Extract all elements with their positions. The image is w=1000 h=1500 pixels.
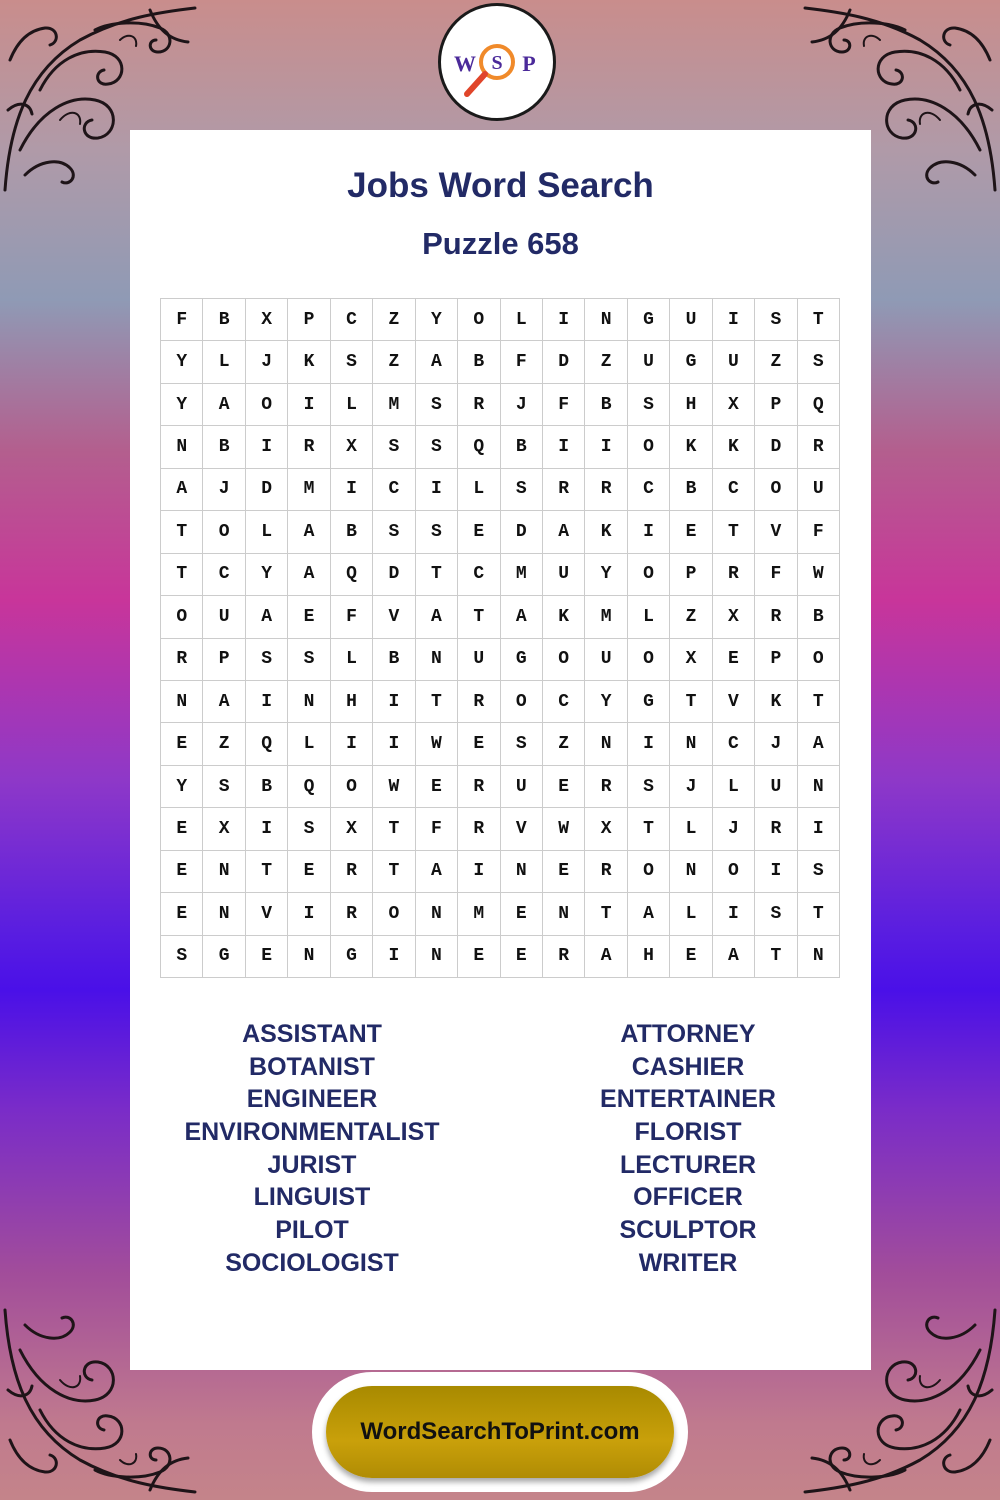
- grid-cell: E: [458, 723, 500, 765]
- grid-cell: I: [543, 299, 585, 341]
- grid-cell: T: [246, 851, 288, 893]
- grid-cell: L: [203, 341, 245, 383]
- grid-cell: Y: [161, 766, 203, 808]
- grid-cell: U: [798, 469, 840, 511]
- grid-cell: O: [373, 893, 415, 935]
- grid-cell: P: [755, 639, 797, 681]
- grid-cell: C: [458, 554, 500, 596]
- grid-cell: J: [713, 808, 755, 850]
- grid-cell: I: [755, 851, 797, 893]
- grid-cell: G: [670, 341, 712, 383]
- grid-cell: E: [543, 766, 585, 808]
- word-item: ENTERTAINER: [600, 1085, 776, 1114]
- grid-cell: O: [246, 384, 288, 426]
- grid-cell: O: [755, 469, 797, 511]
- grid-cell: E: [501, 893, 543, 935]
- grid-cell: Y: [416, 299, 458, 341]
- site-link[interactable]: WordSearchToPrint.com: [326, 1386, 674, 1478]
- word-item: FLORIST: [634, 1118, 742, 1147]
- grid-cell: R: [161, 639, 203, 681]
- grid-cell: C: [203, 554, 245, 596]
- grid-cell: S: [798, 341, 840, 383]
- grid-cell: E: [458, 936, 500, 978]
- puzzle-number: Puzzle 658: [422, 226, 579, 261]
- wsp-logo: [438, 3, 556, 121]
- grid-cell: R: [458, 808, 500, 850]
- grid-cell: R: [458, 681, 500, 723]
- grid-cell: S: [373, 426, 415, 468]
- grid-cell: S: [755, 893, 797, 935]
- grid-cell: J: [755, 723, 797, 765]
- grid-cell: U: [755, 766, 797, 808]
- grid-cell: R: [331, 893, 373, 935]
- grid-cell: E: [161, 851, 203, 893]
- grid-cell: A: [288, 554, 330, 596]
- word-item: CASHIER: [631, 1052, 745, 1081]
- grid-cell: P: [755, 384, 797, 426]
- grid-cell: E: [543, 851, 585, 893]
- word-item: ASSISTANT: [242, 1020, 382, 1048]
- word-item: ENVIRONMENTALIST: [184, 1118, 440, 1147]
- grid-cell: T: [628, 808, 670, 850]
- grid-cell: U: [203, 596, 245, 638]
- grid-cell: S: [416, 426, 458, 468]
- grid-cell: N: [416, 639, 458, 681]
- grid-cell: F: [755, 554, 797, 596]
- grid-cell: F: [161, 299, 203, 341]
- grid-cell: B: [458, 341, 500, 383]
- grid-cell: A: [713, 936, 755, 978]
- grid-cell: Z: [373, 341, 415, 383]
- grid-cell: V: [501, 808, 543, 850]
- grid-cell: T: [755, 936, 797, 978]
- grid-cell: R: [585, 851, 627, 893]
- grid-cell: N: [288, 936, 330, 978]
- grid-cell: I: [373, 681, 415, 723]
- grid-cell: P: [203, 639, 245, 681]
- grid-cell: T: [161, 511, 203, 553]
- word-item: JURIST: [267, 1150, 357, 1179]
- word-item: ATTORNEY: [620, 1020, 756, 1048]
- grid-cell: T: [798, 681, 840, 723]
- grid-cell: V: [246, 893, 288, 935]
- grid-cell: M: [501, 554, 543, 596]
- grid-cell: N: [416, 936, 458, 978]
- grid-cell: I: [288, 893, 330, 935]
- grid-cell: G: [501, 639, 543, 681]
- grid-cell: M: [373, 384, 415, 426]
- page-title: Jobs Word Search: [347, 166, 654, 205]
- grid-cell: L: [713, 766, 755, 808]
- grid-cell: T: [798, 299, 840, 341]
- grid-cell: Z: [755, 341, 797, 383]
- grid-cell: L: [331, 639, 373, 681]
- grid-cell: S: [628, 766, 670, 808]
- grid-cell: R: [458, 384, 500, 426]
- grid-cell: X: [203, 808, 245, 850]
- grid-cell: R: [585, 469, 627, 511]
- logo-letter-w: W: [454, 51, 476, 76]
- grid-cell: C: [543, 681, 585, 723]
- grid-cell: R: [713, 554, 755, 596]
- grid-cell: B: [585, 384, 627, 426]
- grid-cell: S: [416, 511, 458, 553]
- magnifier-handle-icon: [467, 74, 485, 94]
- grid-cell: X: [670, 639, 712, 681]
- grid-cell: I: [713, 299, 755, 341]
- grid-cell: I: [246, 681, 288, 723]
- grid-cell: U: [585, 639, 627, 681]
- grid-cell: X: [585, 808, 627, 850]
- grid-cell: Q: [288, 766, 330, 808]
- grid-cell: I: [628, 723, 670, 765]
- grid-cell: E: [161, 723, 203, 765]
- grid-cell: E: [161, 808, 203, 850]
- grid-cell: W: [373, 766, 415, 808]
- grid-cell: K: [713, 426, 755, 468]
- grid-cell: X: [246, 299, 288, 341]
- grid-cell: J: [501, 384, 543, 426]
- grid-cell: N: [798, 766, 840, 808]
- grid-cell: R: [288, 426, 330, 468]
- grid-cell: V: [713, 681, 755, 723]
- grid-cell: K: [670, 426, 712, 468]
- grid-cell: I: [628, 511, 670, 553]
- word-item: PILOT: [275, 1216, 349, 1245]
- grid-cell: N: [670, 851, 712, 893]
- grid-cell: R: [798, 426, 840, 468]
- grid-cell: O: [628, 639, 670, 681]
- grid-cell: Q: [331, 554, 373, 596]
- grid-cell: Q: [798, 384, 840, 426]
- grid-cell: N: [543, 893, 585, 935]
- grid-cell: I: [246, 808, 288, 850]
- grid-cell: I: [373, 936, 415, 978]
- grid-cell: B: [246, 766, 288, 808]
- grid-cell: A: [203, 681, 245, 723]
- grid-cell: T: [416, 681, 458, 723]
- puzzle-card: [130, 130, 871, 1370]
- grid-cell: Y: [161, 384, 203, 426]
- word-item: SOCIOLOGIST: [225, 1248, 399, 1277]
- grid-cell: F: [416, 808, 458, 850]
- grid-cell: S: [501, 469, 543, 511]
- word-item: BOTANIST: [249, 1052, 375, 1081]
- word-list-left: [132, 1018, 492, 1280]
- grid-cell: D: [543, 341, 585, 383]
- grid-cell: D: [501, 511, 543, 553]
- grid-cell: U: [670, 299, 712, 341]
- grid-cell: Q: [458, 426, 500, 468]
- grid-cell: G: [203, 936, 245, 978]
- grid-cell: F: [331, 596, 373, 638]
- grid-cell: B: [501, 426, 543, 468]
- grid-cell: T: [416, 554, 458, 596]
- grid-cell: K: [288, 341, 330, 383]
- grid-cell: A: [416, 596, 458, 638]
- grid-cell: S: [246, 639, 288, 681]
- grid-cell: A: [288, 511, 330, 553]
- grid-cell: N: [585, 299, 627, 341]
- grid-cell: U: [458, 639, 500, 681]
- grid-cell: Z: [373, 299, 415, 341]
- grid-cell: E: [501, 936, 543, 978]
- grid-cell: C: [628, 469, 670, 511]
- grid-cell: T: [373, 851, 415, 893]
- grid-cell: N: [585, 723, 627, 765]
- grid-cell: R: [543, 469, 585, 511]
- grid-cell: O: [713, 851, 755, 893]
- grid-cell: C: [713, 723, 755, 765]
- grid-cell: B: [203, 299, 245, 341]
- grid-cell: O: [628, 554, 670, 596]
- grid-cell: C: [331, 299, 373, 341]
- grid-cell: O: [458, 299, 500, 341]
- grid-cell: A: [416, 851, 458, 893]
- word-item: WRITER: [638, 1248, 738, 1277]
- grid-cell: S: [798, 851, 840, 893]
- word-list-right: [508, 1018, 868, 1280]
- grid-cell: B: [670, 469, 712, 511]
- grid-cell: E: [288, 851, 330, 893]
- grid-cell: A: [416, 341, 458, 383]
- grid-cell: X: [713, 596, 755, 638]
- grid-cell: E: [670, 936, 712, 978]
- grid-cell: A: [501, 596, 543, 638]
- grid-cell: H: [331, 681, 373, 723]
- grid-cell: E: [670, 511, 712, 553]
- grid-cell: W: [798, 554, 840, 596]
- grid-cell: F: [501, 341, 543, 383]
- grid-cell: E: [416, 766, 458, 808]
- grid-cell: I: [585, 426, 627, 468]
- grid-cell: D: [373, 554, 415, 596]
- grid-cell: O: [331, 766, 373, 808]
- grid-cell: U: [543, 554, 585, 596]
- grid-cell: G: [628, 681, 670, 723]
- grid-cell: R: [331, 851, 373, 893]
- grid-cell: G: [628, 299, 670, 341]
- grid-cell: V: [373, 596, 415, 638]
- grid-cell: N: [798, 936, 840, 978]
- grid-cell: R: [755, 808, 797, 850]
- grid-cell: W: [543, 808, 585, 850]
- grid-cell: I: [416, 469, 458, 511]
- grid-cell: P: [670, 554, 712, 596]
- grid-cell: L: [670, 808, 712, 850]
- grid-cell: E: [161, 893, 203, 935]
- grid-cell: H: [628, 936, 670, 978]
- grid-cell: C: [373, 469, 415, 511]
- grid-cell: O: [161, 596, 203, 638]
- grid-cell: S: [416, 384, 458, 426]
- word-item: SCULPTOR: [619, 1216, 757, 1245]
- grid-cell: S: [501, 723, 543, 765]
- grid-cell: A: [798, 723, 840, 765]
- grid-cell: N: [288, 681, 330, 723]
- grid-cell: Q: [246, 723, 288, 765]
- word-item: ENGINEER: [246, 1085, 378, 1114]
- grid-cell: R: [755, 596, 797, 638]
- grid-cell: G: [331, 936, 373, 978]
- word-item: OFFICER: [633, 1183, 743, 1212]
- grid-cell: N: [161, 426, 203, 468]
- grid-cell: I: [373, 723, 415, 765]
- grid-cell: T: [713, 511, 755, 553]
- grid-cell: J: [203, 469, 245, 511]
- grid-cell: O: [203, 511, 245, 553]
- grid-cell: C: [713, 469, 755, 511]
- logo-letter-p: P: [522, 51, 536, 76]
- grid-cell: H: [670, 384, 712, 426]
- grid-cell: R: [585, 766, 627, 808]
- grid-cell: M: [585, 596, 627, 638]
- grid-cell: M: [458, 893, 500, 935]
- grid-cell: T: [373, 808, 415, 850]
- grid-cell: B: [798, 596, 840, 638]
- grid-cell: A: [203, 384, 245, 426]
- grid-cell: O: [501, 681, 543, 723]
- grid-cell: O: [628, 851, 670, 893]
- grid-cell: Y: [585, 681, 627, 723]
- grid-cell: Y: [585, 554, 627, 596]
- grid-cell: O: [628, 426, 670, 468]
- grid-cell: U: [713, 341, 755, 383]
- grid-cell: T: [585, 893, 627, 935]
- grid-cell: S: [161, 936, 203, 978]
- grid-cell: D: [246, 469, 288, 511]
- grid-cell: Z: [543, 723, 585, 765]
- grid-cell: I: [713, 893, 755, 935]
- grid-cell: L: [331, 384, 373, 426]
- grid-cell: I: [246, 426, 288, 468]
- grid-cell: O: [798, 639, 840, 681]
- grid-cell: L: [501, 299, 543, 341]
- grid-cell: X: [331, 426, 373, 468]
- grid-cell: E: [246, 936, 288, 978]
- footer-badge: [312, 1372, 688, 1492]
- grid-cell: J: [246, 341, 288, 383]
- grid-cell: A: [161, 469, 203, 511]
- grid-cell: E: [458, 511, 500, 553]
- word-item: LINGUIST: [253, 1183, 371, 1212]
- grid-cell: F: [543, 384, 585, 426]
- grid-cell: I: [543, 426, 585, 468]
- grid-cell: K: [543, 596, 585, 638]
- grid-cell: A: [628, 893, 670, 935]
- logo-letter-s: S: [491, 52, 503, 74]
- grid-cell: P: [288, 299, 330, 341]
- grid-cell: T: [458, 596, 500, 638]
- grid-cell: N: [203, 893, 245, 935]
- grid-cell: I: [331, 723, 373, 765]
- grid-cell: B: [203, 426, 245, 468]
- grid-cell: N: [416, 893, 458, 935]
- grid-cell: L: [628, 596, 670, 638]
- grid-cell: R: [543, 936, 585, 978]
- grid-cell: T: [161, 554, 203, 596]
- grid-cell: Y: [161, 341, 203, 383]
- grid-cell: Z: [670, 596, 712, 638]
- grid-cell: U: [628, 341, 670, 383]
- grid-cell: N: [161, 681, 203, 723]
- grid-cell: U: [501, 766, 543, 808]
- grid-cell: I: [288, 384, 330, 426]
- grid-cell: E: [713, 639, 755, 681]
- grid-cell: A: [585, 936, 627, 978]
- grid-cell: V: [755, 511, 797, 553]
- grid-cell: M: [288, 469, 330, 511]
- grid-cell: W: [416, 723, 458, 765]
- grid-cell: J: [670, 766, 712, 808]
- grid-cell: L: [288, 723, 330, 765]
- grid-cell: Y: [246, 554, 288, 596]
- grid-cell: A: [543, 511, 585, 553]
- grid-cell: E: [288, 596, 330, 638]
- grid-cell: Z: [203, 723, 245, 765]
- grid-cell: S: [203, 766, 245, 808]
- grid-cell: F: [798, 511, 840, 553]
- grid-cell: L: [458, 469, 500, 511]
- grid-cell: S: [288, 639, 330, 681]
- grid-cell: I: [798, 808, 840, 850]
- word-item: LECTURER: [619, 1150, 757, 1179]
- grid-cell: S: [331, 341, 373, 383]
- grid-cell: B: [331, 511, 373, 553]
- grid-cell: K: [755, 681, 797, 723]
- grid-cell: I: [458, 851, 500, 893]
- grid-cell: R: [458, 766, 500, 808]
- grid-cell: A: [246, 596, 288, 638]
- grid-cell: B: [373, 639, 415, 681]
- grid-cell: N: [203, 851, 245, 893]
- letter-grid: [160, 298, 840, 978]
- grid-cell: X: [713, 384, 755, 426]
- grid-cell: O: [543, 639, 585, 681]
- grid-cell: L: [246, 511, 288, 553]
- grid-cell: K: [585, 511, 627, 553]
- grid-cell: S: [373, 511, 415, 553]
- grid-cell: N: [670, 723, 712, 765]
- grid-cell: S: [628, 384, 670, 426]
- grid-cell: Z: [585, 341, 627, 383]
- grid-cell: T: [670, 681, 712, 723]
- grid-cell: D: [755, 426, 797, 468]
- grid-cell: L: [670, 893, 712, 935]
- grid-cell: T: [798, 893, 840, 935]
- grid-cell: S: [755, 299, 797, 341]
- grid-cell: S: [288, 808, 330, 850]
- grid-cell: X: [331, 808, 373, 850]
- grid-cell: N: [501, 851, 543, 893]
- grid-cell: I: [331, 469, 373, 511]
